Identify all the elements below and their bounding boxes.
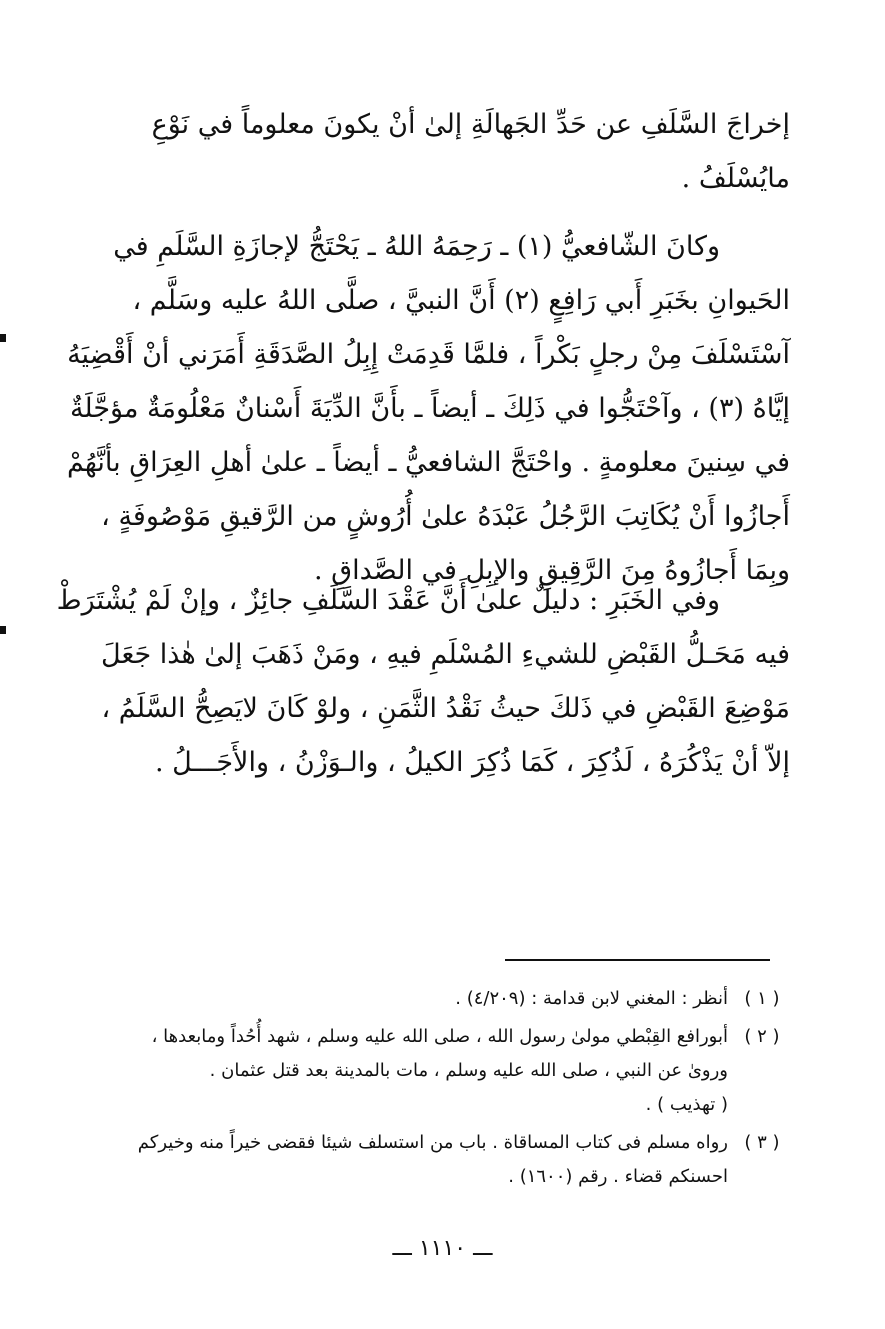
footnote-line: وروىٰ عن النبي ، صلى الله عليه وسلم ، مات بالمدينة بعد قتل عثمان .	[209, 1060, 728, 1081]
paragraph-2	[66, 220, 790, 598]
footnote-1	[110, 982, 790, 1016]
footnote-line: احسنكم قضاء . رقم (١٦٠٠) .	[508, 1166, 728, 1187]
text-line: وكانَ الشّافعيُّ (١) ـ رَحِمَهُ اللهُ ـ يَحْتَجُّ لإجازَةِ السَّلَمِ في	[113, 231, 720, 262]
footnote-line: أبورافع القِبْطي مولىٰ رسول الله ، صلى الله عليه وسلم ، شهد أُحُداً ومابعدها ،	[151, 1026, 728, 1047]
paragraph-1	[100, 98, 790, 206]
footnote-line: ( تهذيب ) .	[645, 1094, 728, 1115]
text-line: مايُسْلَفُ .	[681, 163, 790, 194]
scan-edge-mark	[0, 334, 6, 342]
text-line: وفي الخَبَرِ : دليلٌ علىٰ أَنَّ عَقْدَ السَّلَفِ جائِزٌ ، وإنْ لَمْ يُشْتَرَطْ	[56, 585, 720, 616]
text-line: وبِمَا أَجازُوهُ مِنَ الرَّقِيقِ والإبِلِ في الصَّداقِ .	[314, 555, 790, 586]
footnote-2	[110, 1020, 790, 1122]
text-line: في سِنينَ معلومةٍ . واحْتَجَّ الشافعيُّ ـ أيضاً ـ علىٰ أهلِ العِرَاقِ بأنَّهُمْ	[66, 447, 790, 478]
page-number: ـــ ١١١٠ ـــ	[392, 1236, 493, 1261]
footnote-divider	[505, 959, 770, 961]
footnote-number: ( ١ )	[744, 988, 780, 1009]
paragraph-3	[56, 574, 790, 790]
text-line: إلاّ أنْ يَذْكُرَهُ ، لَذُكِرَ ، كَمَا ذُكِرَ الكيلُ ، والـوَزْنُ ، والأَجَـــلُ .	[155, 747, 790, 778]
footnote-3	[110, 1126, 790, 1194]
text-line: فيه مَحَـلُّ القَبْضِ للشيءِ المُسْلَمِ فيهِ ، ومَنْ ذَهَبَ إلىٰ هٰذا جَعَلَ	[101, 639, 790, 670]
text-line: مَوْضِعَ القَبْضِ في ذَلكَ حيثُ نَقْدُ الثَّمَنِ ، ولوْ كَانَ لايَصِحُّ السَّلَمُ ،	[101, 693, 790, 724]
footnote-number: ( ٣ )	[744, 1132, 780, 1153]
text-line: أَجازُوا أَنْ يُكَاتِبَ الرَّجُلُ عَبْدَهُ علىٰ أُرُوشٍ من الرَّقيقِ مَوْصُوفَةٍ ،	[101, 501, 790, 532]
text-line: إخراجَ السَّلَفِ عن حَدِّ الجَهالَةِ إلىٰ أنْ يكونَ معلوماً في نَوْعِ	[151, 109, 790, 140]
text-line: إيَّاهُ (٣) ، وآحْتَجُّوا في ذَلِكَ ـ أيضاً ـ بأَنَّ الدِّيَةَ أَسْنانٌ مَعْلُومَةٌ مؤجَّلَةٌ	[69, 393, 790, 424]
footnote-line: رواه مسلم فى كتاب المساقاة . باب من استسلف شيئا فقضى خيراً منه وخيركم	[137, 1132, 728, 1153]
footnotes	[110, 982, 790, 1198]
scan-edge-mark	[0, 626, 6, 634]
text-line: آسْتَسْلَفَ مِنْ رجلٍ بَكْراً ، فلمَّا قَدِمَتْ إِبِلُ الصَّدَقَةِ أَمَرَني أنْ أَقْضِيَهُ	[67, 339, 790, 370]
text-line: الحَيوانِ بخَبَرِ أَبي رَافِعٍ (٢) أَنَّ النبيَّ ، صلَّى اللهُ عليه وسَلَّم ،	[132, 285, 790, 316]
footnote-number: ( ٢ )	[744, 1026, 780, 1047]
footnote-line: أنظر : المغني لابن قدامة : (٤/٢٠٩) .	[455, 988, 728, 1009]
